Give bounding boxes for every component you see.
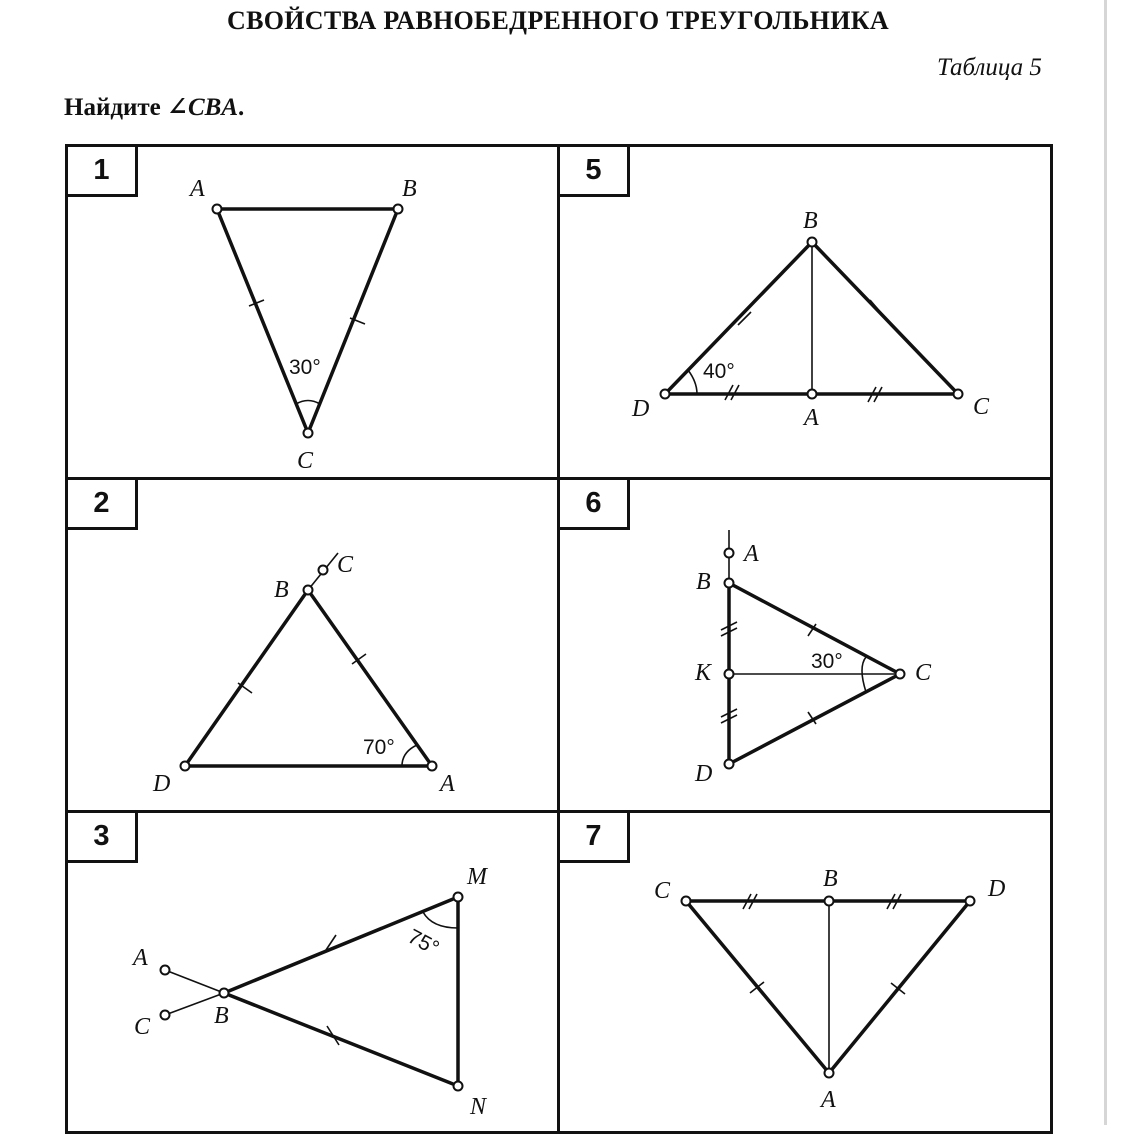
label-3-b: B: [214, 1003, 229, 1029]
label-2-b: B: [274, 577, 289, 603]
label-7-c: C: [654, 878, 671, 904]
page-title: СВОЙСТВА РАВНОБЕДРЕННОГО ТРЕУГОЛЬНИКА: [227, 6, 889, 35]
label-7-a: A: [821, 1087, 836, 1113]
label-7-d: D: [988, 876, 1006, 902]
panel-number-7: 7: [560, 813, 630, 863]
panel-number-1: 1: [68, 147, 138, 197]
label-5-c: C: [973, 394, 990, 420]
panel-number-2: 2: [68, 480, 138, 530]
label-1-b: B: [402, 176, 417, 202]
angle-3: 75°: [403, 924, 443, 961]
task-suffix: .: [238, 94, 245, 121]
label-6-k: K: [695, 660, 712, 686]
angle-5: 40°: [703, 360, 735, 383]
triangle-3: [224, 897, 458, 1086]
label-7-b: B: [823, 866, 838, 892]
task-prefix: Найдите: [64, 94, 168, 121]
angle-6: 30°: [811, 650, 843, 673]
label-2-d: D: [153, 771, 171, 797]
label-5-a: A: [804, 405, 819, 431]
label-2-c: C: [337, 552, 354, 578]
label-3-a: A: [133, 945, 148, 971]
label-6-c: C: [915, 660, 932, 686]
task-angle: ∠CBA: [167, 94, 239, 121]
label-3-n: N: [470, 1094, 487, 1120]
label-5-b: B: [803, 208, 818, 234]
label-6-b: B: [696, 569, 711, 595]
label-2-a: A: [440, 771, 455, 797]
ray-ba-3: [165, 970, 224, 993]
angle-2: 70°: [363, 736, 395, 759]
label-3-c: C: [134, 1014, 151, 1040]
triangle-1: [217, 209, 398, 433]
panel-number-3: 3: [68, 813, 138, 863]
triangle-2: [185, 590, 432, 766]
label-1-a: A: [190, 176, 205, 202]
table-label: Таблица 5: [937, 54, 1042, 81]
angle-1: 30°: [289, 356, 321, 379]
angle-arcs: [296, 370, 866, 928]
triangle-7: [686, 901, 970, 1073]
label-3-m: M: [467, 864, 487, 890]
panel-number-5: 5: [560, 147, 630, 197]
panel-number-6: 6: [560, 480, 630, 530]
label-6-d: D: [695, 761, 713, 787]
label-1-c: C: [297, 448, 314, 474]
label-5-d: D: [632, 396, 650, 422]
label-6-a: A: [744, 541, 759, 567]
